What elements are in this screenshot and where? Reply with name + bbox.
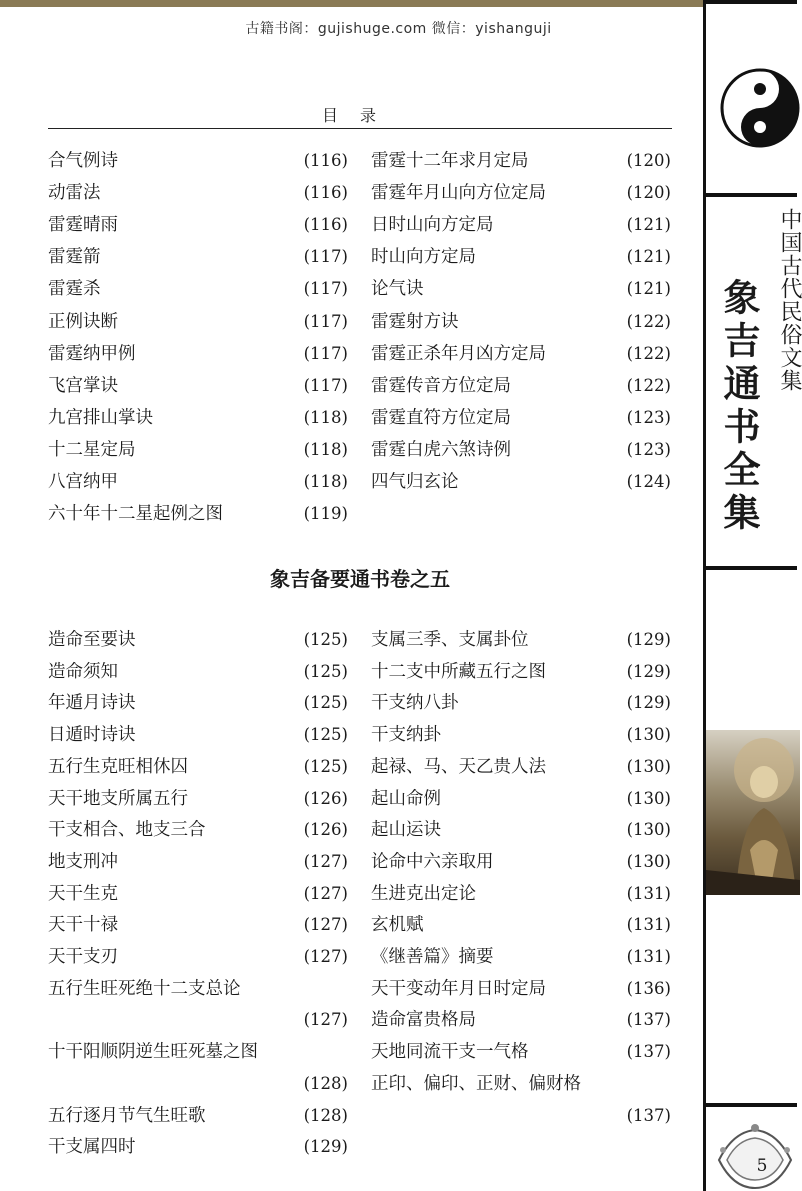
toc-entry-page: (126) bbox=[303, 788, 348, 808]
toc-entry-page: (127) bbox=[303, 883, 348, 903]
toc-entry-title: 雷霆正杀年月凶方定局 bbox=[371, 343, 546, 364]
toc-entry-title: 雷霆直符方位定局 bbox=[371, 407, 511, 428]
dot-leader bbox=[142, 434, 298, 466]
dot-leader bbox=[142, 687, 298, 719]
toc-entry-page: (122) bbox=[626, 375, 671, 395]
toc-entry[interactable] bbox=[371, 306, 671, 338]
toc-entry[interactable] bbox=[371, 338, 671, 370]
dot-leader bbox=[142, 338, 298, 370]
toc-entry-title: 雷霆传音方位定局 bbox=[371, 375, 511, 396]
dot-leader bbox=[142, 719, 298, 751]
toc-entry-page: (131) bbox=[626, 947, 671, 966]
dot-leader bbox=[517, 370, 621, 402]
toc-entry-title: 雷霆晴雨 bbox=[48, 215, 118, 236]
dot-leader bbox=[465, 306, 621, 338]
toc-entry[interactable] bbox=[371, 241, 671, 273]
toc-entry[interactable] bbox=[48, 846, 348, 878]
toc-entry[interactable] bbox=[371, 1100, 671, 1132]
toc-entry-title: 雷霆射方诀 bbox=[371, 311, 459, 332]
toc-entry-title: 论气诀 bbox=[371, 279, 424, 300]
toc-entry-page: (116) bbox=[303, 215, 348, 235]
toc-entry[interactable] bbox=[371, 624, 671, 656]
toc-entry-title: 起山运诀 bbox=[371, 820, 441, 841]
toc-entry[interactable] bbox=[371, 846, 671, 878]
panel-border bbox=[703, 0, 706, 1191]
toc-entry-title: 五行生旺死绝十二支总论 bbox=[48, 978, 241, 999]
dot-leader bbox=[92, 1068, 298, 1100]
toc-entry[interactable] bbox=[48, 370, 348, 402]
toc-entry-page: (121) bbox=[626, 279, 671, 299]
toc-entry-page: (126) bbox=[303, 820, 348, 840]
dot-leader bbox=[107, 241, 298, 273]
toc-entry-title: 九宫排山掌诀 bbox=[48, 407, 153, 428]
toc-entry-title: 年遁月诗诀 bbox=[48, 693, 136, 714]
dot-leader bbox=[482, 1004, 621, 1036]
toc-entry-page: (137) bbox=[626, 1010, 671, 1030]
toc-entry[interactable] bbox=[371, 973, 671, 1005]
toc-entry[interactable] bbox=[48, 941, 348, 973]
dot-leader bbox=[517, 402, 621, 434]
dot-leader bbox=[194, 783, 298, 815]
toc-entry-page: (123) bbox=[626, 407, 671, 427]
side-panel bbox=[703, 0, 802, 1191]
dot-leader bbox=[535, 145, 621, 177]
toc-entry[interactable] bbox=[48, 687, 348, 719]
toc-entry-page: (121) bbox=[626, 215, 671, 235]
toc-entry[interactable] bbox=[371, 719, 671, 751]
toc-entry-page: (125) bbox=[303, 630, 348, 649]
dot-leader bbox=[552, 177, 621, 209]
toc-entry[interactable] bbox=[48, 402, 348, 434]
panel-rule-top bbox=[706, 0, 797, 4]
toc-entry-page: (129) bbox=[626, 630, 671, 649]
header-rule bbox=[48, 128, 672, 129]
toc-entry[interactable] bbox=[371, 656, 671, 688]
toc-entry-title: 地支刑冲 bbox=[48, 851, 118, 872]
toc-entry[interactable] bbox=[371, 273, 671, 305]
toc-entry-title: 造命至要诀 bbox=[48, 630, 136, 650]
toc-entry-page: (118) bbox=[303, 439, 348, 459]
toc-entry[interactable] bbox=[371, 814, 671, 846]
toc-entry-title: 论命中六亲取用 bbox=[371, 851, 494, 872]
dot-leader bbox=[552, 751, 621, 783]
toc-entry[interactable] bbox=[48, 1100, 348, 1132]
dot-leader bbox=[92, 1004, 298, 1036]
toc-entry-page: (117) bbox=[303, 375, 348, 395]
dot-leader bbox=[212, 1100, 298, 1132]
toc-entry[interactable] bbox=[371, 1036, 671, 1068]
dot-leader bbox=[552, 973, 621, 1005]
dot-leader bbox=[430, 909, 621, 941]
toc-entry-page: (119) bbox=[303, 504, 348, 524]
dot-leader bbox=[124, 466, 298, 498]
dot-leader bbox=[482, 241, 621, 273]
toc-entry[interactable] bbox=[371, 466, 671, 498]
toc-entry-page: (129) bbox=[626, 693, 671, 713]
toc-entry-page: (130) bbox=[626, 851, 671, 871]
toc-entry-title: 正例诀断 bbox=[48, 311, 118, 332]
toc-entry-title: 十二支中所藏五行之图 bbox=[371, 661, 546, 682]
dot-leader bbox=[535, 1036, 621, 1068]
dot-leader bbox=[124, 370, 298, 402]
toc-entry[interactable] bbox=[371, 1068, 671, 1100]
dot-leader bbox=[587, 1068, 671, 1100]
dot-leader bbox=[212, 814, 298, 846]
toc-entry[interactable] bbox=[371, 878, 671, 910]
toc-entry-page: (122) bbox=[626, 343, 671, 363]
page-number: 5 bbox=[756, 1156, 768, 1176]
toc-entry-title: 八宫纳甲 bbox=[48, 472, 118, 492]
toc-entry-title: 天干支刃 bbox=[48, 947, 118, 967]
toc-entry-page: (131) bbox=[626, 883, 671, 903]
toc-entry[interactable] bbox=[48, 751, 348, 783]
toc-entry-page: (120) bbox=[626, 151, 671, 170]
toc-entry-title: 造命富贵格局 bbox=[371, 1010, 476, 1031]
toc-entry[interactable] bbox=[371, 209, 671, 241]
toc-entry[interactable] bbox=[48, 909, 348, 941]
toc-entry-page: (124) bbox=[626, 472, 671, 491]
toc-entry[interactable] bbox=[371, 941, 671, 973]
dot-leader bbox=[465, 466, 621, 498]
toc-entry-title: 干支纳八卦 bbox=[371, 693, 459, 714]
dot-leader bbox=[107, 273, 298, 305]
toc-entry-page: (120) bbox=[626, 183, 671, 203]
toc-entry[interactable] bbox=[48, 1036, 348, 1068]
toc-entry-page: (128) bbox=[303, 1105, 348, 1125]
dot-leader bbox=[552, 338, 621, 370]
toc-entry-page: (125) bbox=[303, 693, 348, 713]
dot-leader bbox=[264, 1036, 348, 1068]
toc-entry-title: 雷霆箭 bbox=[48, 247, 101, 268]
toc-entry-title: 四气归玄论 bbox=[371, 472, 459, 492]
toc-entry[interactable] bbox=[371, 751, 671, 783]
toc-entry-title: 日时山向方定局 bbox=[371, 215, 494, 236]
toc-entry[interactable] bbox=[48, 498, 348, 530]
dot-leader bbox=[142, 1131, 298, 1163]
toc-entry-title: 合气例诗 bbox=[48, 151, 118, 171]
dot-leader bbox=[124, 878, 298, 910]
toc-header: 目录 bbox=[321, 106, 398, 125]
toc-entry[interactable] bbox=[48, 656, 348, 688]
section-title: 象吉备要通书卷之五 bbox=[270, 567, 450, 591]
toc-entry[interactable] bbox=[371, 783, 671, 815]
toc-entry[interactable] bbox=[371, 145, 671, 177]
toc-entry-title: 干支属四时 bbox=[48, 1137, 136, 1158]
toc-entry[interactable] bbox=[48, 719, 348, 751]
toc-entry-title: 造命须知 bbox=[48, 661, 118, 682]
toc-entry-title: 日遁时诗诀 bbox=[48, 725, 136, 746]
dot-leader bbox=[107, 177, 298, 209]
toc-entry[interactable] bbox=[48, 209, 348, 241]
toc-entry[interactable] bbox=[371, 370, 671, 402]
toc-entry-title: 六十年十二星起例之图 bbox=[48, 504, 223, 525]
toc-entry[interactable] bbox=[48, 783, 348, 815]
toc-entry-title: 雷霆年月山向方位定局 bbox=[371, 183, 546, 204]
toc-entry-title: 起禄、马、天乙贵人法 bbox=[371, 756, 546, 777]
toc-entry-title: 起山命例 bbox=[371, 788, 441, 809]
toc-entry-page: (130) bbox=[626, 788, 671, 808]
toc-entry-page: (137) bbox=[626, 1105, 671, 1125]
dot-leader bbox=[229, 498, 298, 530]
dot-leader bbox=[552, 656, 621, 688]
toc-entry[interactable] bbox=[371, 909, 671, 941]
toc-entry-title: 动雷法 bbox=[48, 183, 101, 204]
dot-leader bbox=[415, 1100, 621, 1132]
toc-entry-page: (116) bbox=[303, 183, 348, 203]
dot-leader bbox=[482, 878, 621, 910]
panel-rule-1 bbox=[706, 193, 797, 197]
toc-entry-title: 飞宫掌诀 bbox=[48, 375, 118, 396]
toc-entry-page: (121) bbox=[626, 247, 671, 267]
dot-leader bbox=[500, 209, 621, 241]
toc-entry-page: (117) bbox=[303, 247, 348, 267]
toc-entry-page: (130) bbox=[626, 756, 671, 776]
toc-entry-title: 干支纳卦 bbox=[371, 725, 441, 746]
toc-entry-page: (123) bbox=[626, 439, 671, 459]
watermark-text: 古籍书阁：gujishuge.com 微信：yishanguji bbox=[245, 21, 552, 37]
toc-entry[interactable] bbox=[48, 1004, 348, 1036]
toc-entry-title: 雷霆纳甲例 bbox=[48, 343, 136, 364]
dot-leader bbox=[535, 624, 621, 656]
toc-entry[interactable] bbox=[48, 624, 348, 656]
toc-entry-title: 天干十禄 bbox=[48, 915, 118, 936]
dot-leader bbox=[465, 687, 621, 719]
toc-entry-page: (127) bbox=[303, 851, 348, 871]
dot-leader bbox=[500, 941, 621, 973]
dot-leader bbox=[124, 145, 298, 177]
dot-leader bbox=[247, 973, 349, 1005]
toc-entry-page: (125) bbox=[303, 725, 348, 745]
toc-entry-page: (117) bbox=[303, 343, 348, 363]
dot-leader bbox=[430, 273, 621, 305]
toc-entry-page: (136) bbox=[626, 978, 671, 998]
toc-entry-title: 雷霆白虎六煞诗例 bbox=[371, 439, 511, 460]
toc-entry-page: (125) bbox=[303, 661, 348, 681]
toc-entry-page: (130) bbox=[626, 820, 671, 840]
toc-entry[interactable] bbox=[371, 402, 671, 434]
dot-leader bbox=[447, 719, 621, 751]
toc-entry-title: 天干地支所属五行 bbox=[48, 788, 188, 809]
toc-entry-page: (118) bbox=[303, 472, 348, 491]
toc-entry-page: (130) bbox=[626, 725, 671, 745]
dot-leader bbox=[194, 751, 298, 783]
toc-entry-title: 天干变动年月日时定局 bbox=[371, 978, 546, 999]
toc-entry[interactable] bbox=[48, 973, 348, 1005]
toc-entry-title: 天干生克 bbox=[48, 883, 118, 904]
yin-yang-icon bbox=[720, 68, 800, 148]
panel-rule-3 bbox=[706, 1103, 797, 1107]
toc-entry[interactable] bbox=[48, 177, 348, 209]
dot-leader bbox=[159, 402, 298, 434]
toc-entry-title: 《继善篇》摘要 bbox=[371, 947, 494, 967]
toc-entry-title: 生进克出定论 bbox=[371, 883, 476, 904]
toc-entry-title: 时山向方定局 bbox=[371, 247, 476, 268]
buddha-statue-image bbox=[706, 730, 800, 895]
toc-entry[interactable] bbox=[48, 273, 348, 305]
toc-entry-title: 五行逐月节气生旺歌 bbox=[48, 1105, 206, 1126]
toc-entry[interactable] bbox=[48, 878, 348, 910]
toc-entry[interactable] bbox=[48, 1068, 348, 1100]
dot-leader bbox=[142, 624, 298, 656]
toc-entry-title: 雷霆杀 bbox=[48, 279, 101, 300]
toc-entry[interactable] bbox=[48, 466, 348, 498]
toc-entry-page: (129) bbox=[303, 1137, 348, 1157]
toc-entry-title: 十干阳顺阴逆生旺死墓之图 bbox=[48, 1042, 258, 1063]
dot-leader bbox=[124, 306, 298, 338]
dot-leader bbox=[447, 814, 621, 846]
toc-entry[interactable] bbox=[371, 177, 671, 209]
toc-entry-title: 支属三季、支属卦位 bbox=[371, 630, 529, 650]
toc-entry-page: (127) bbox=[303, 947, 348, 966]
toc-entry-title: 干支相合、地支三合 bbox=[48, 820, 206, 841]
toc-entry-page: (125) bbox=[303, 756, 348, 776]
toc-entry-page: (127) bbox=[303, 915, 348, 935]
toc-entry[interactable] bbox=[371, 1004, 671, 1036]
spine-series: 中国古代民俗文集 bbox=[777, 208, 802, 392]
toc-entry-page: (118) bbox=[303, 407, 348, 427]
toc-entry-page: (131) bbox=[626, 915, 671, 935]
toc-entry-page: (122) bbox=[626, 311, 671, 331]
dot-leader bbox=[124, 846, 298, 878]
toc-entry[interactable] bbox=[48, 1131, 348, 1163]
dot-leader bbox=[500, 846, 621, 878]
dot-leader bbox=[124, 209, 298, 241]
toc-entry-title: 玄机赋 bbox=[371, 915, 424, 936]
toc-entry-page: (117) bbox=[303, 311, 348, 331]
toc-entry[interactable] bbox=[371, 687, 671, 719]
toc-entry-page: (117) bbox=[303, 279, 348, 299]
spine-title: 象吉通书全集 bbox=[717, 278, 760, 536]
dot-leader bbox=[517, 434, 621, 466]
toc-entry[interactable] bbox=[371, 434, 671, 466]
toc-entry-page: (116) bbox=[303, 151, 348, 170]
toc-entry-title: 五行生克旺相休囚 bbox=[48, 756, 188, 777]
toc-entry[interactable] bbox=[48, 434, 348, 466]
dot-leader bbox=[447, 783, 621, 815]
toc-entry-page: (129) bbox=[626, 661, 671, 681]
toc-entry[interactable] bbox=[48, 338, 348, 370]
toc-entry[interactable] bbox=[48, 306, 348, 338]
toc-entry-title: 雷霆十二年求月定局 bbox=[371, 151, 529, 171]
toc-entry-title: 天地同流干支一气格 bbox=[371, 1042, 529, 1063]
toc-entry-page: (127) bbox=[303, 1010, 348, 1030]
toc-entry[interactable] bbox=[48, 145, 348, 177]
panel-rule-2 bbox=[706, 566, 797, 570]
dot-leader bbox=[124, 909, 298, 941]
toc-entry-page: (137) bbox=[626, 1042, 671, 1062]
toc-entry-title: 正印、偏印、正财、偏财格 bbox=[371, 1073, 581, 1094]
dot-leader bbox=[124, 656, 298, 688]
toc-entry-title: 十二星定局 bbox=[48, 439, 136, 460]
toc-entry[interactable] bbox=[48, 814, 348, 846]
toc-entry[interactable] bbox=[48, 241, 348, 273]
dot-leader bbox=[124, 941, 298, 973]
toc-entry-page: (128) bbox=[303, 1073, 348, 1093]
